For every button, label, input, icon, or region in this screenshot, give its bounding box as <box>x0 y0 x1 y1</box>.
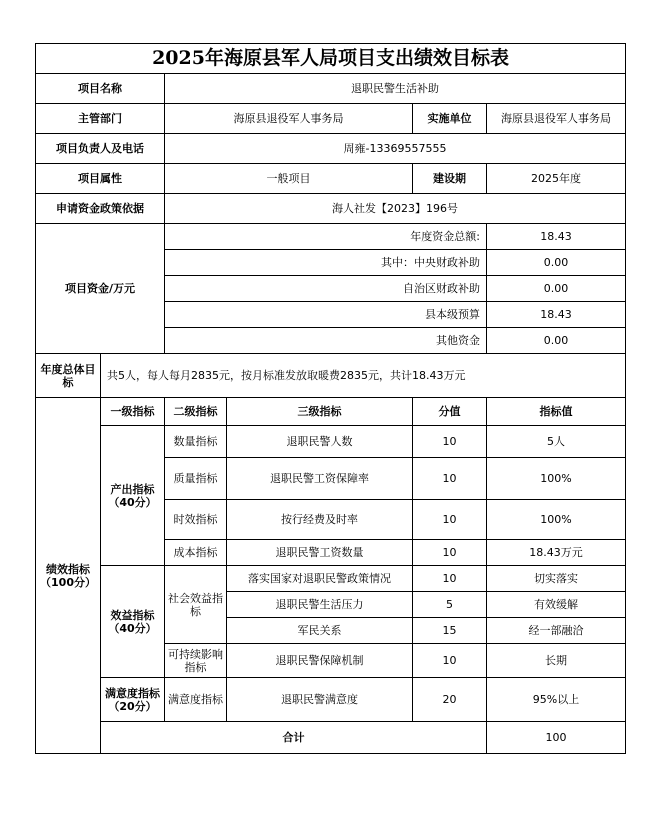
indicator-score: 10 <box>413 644 487 678</box>
indicator-value: 100% <box>487 458 626 500</box>
project-name-label: 项目名称 <box>36 74 165 104</box>
header-score: 分值 <box>413 398 487 426</box>
l3-indicator: 退职民警满意度 <box>227 678 413 722</box>
dept-label: 主管部门 <box>36 104 165 134</box>
indicator-value: 95%以上 <box>487 678 626 722</box>
funds-row-label: 县本级预算 <box>165 302 487 328</box>
l3-indicator: 退职民警人数 <box>227 426 413 458</box>
indicator-score: 10 <box>413 566 487 592</box>
funds-row-value: 0.00 <box>487 250 626 276</box>
page-title: 2025年海原县军人局项目支出绩效目标表 <box>36 44 626 74</box>
attr-label: 项目属性 <box>36 164 165 194</box>
performance-target-table <box>35 43 626 754</box>
header-l1: 一级指标 <box>101 398 165 426</box>
period-value: 2025年度 <box>487 164 626 194</box>
funds-row-value: 0.00 <box>487 276 626 302</box>
l3-indicator: 退职民警工资保障率 <box>227 458 413 500</box>
l3-indicator: 退职民警保障机制 <box>227 644 413 678</box>
funds-row-label: 其他资金 <box>165 328 487 354</box>
l2-indicator: 时效指标 <box>165 500 227 540</box>
output-indicator-label: 产出指标（40分） <box>101 426 165 566</box>
indicator-score: 15 <box>413 618 487 644</box>
indicator-score: 5 <box>413 592 487 618</box>
indicator-value: 18.43万元 <box>487 540 626 566</box>
owner-value: 周雍-13369557555 <box>165 134 626 164</box>
policy-label: 申请资金政策依据 <box>36 194 165 224</box>
perf-label: 绩效指标（100分） <box>36 398 101 754</box>
l3-indicator: 退职民警工资数量 <box>227 540 413 566</box>
total-label: 合计 <box>101 722 487 754</box>
funds-row-label: 自治区财政补助 <box>165 276 487 302</box>
l3-indicator: 军民关系 <box>227 618 413 644</box>
policy-value: 海人社发【2023】196号 <box>165 194 626 224</box>
l2-indicator: 质量指标 <box>165 458 227 500</box>
funds-label: 项目资金/万元 <box>36 224 165 354</box>
period-label: 建设期 <box>413 164 487 194</box>
indicator-value: 经一部融洽 <box>487 618 626 644</box>
l2-indicator: 满意度指标 <box>165 678 227 722</box>
impl-label: 实施单位 <box>413 104 487 134</box>
impl-value: 海原县退役军人事务局 <box>487 104 626 134</box>
satisfaction-indicator-label: 满意度指标（20分） <box>101 678 165 722</box>
l3-indicator: 按行经费及时率 <box>227 500 413 540</box>
l3-indicator: 落实国家对退职民警政策情况 <box>227 566 413 592</box>
funds-row-value: 18.43 <box>487 302 626 328</box>
dept-value: 海原县退役军人事务局 <box>165 104 413 134</box>
l2-indicator: 可持续影响指标 <box>165 644 227 678</box>
l2-indicator: 数量指标 <box>165 426 227 458</box>
indicator-score: 10 <box>413 500 487 540</box>
owner-label: 项目负责人及电话 <box>36 134 165 164</box>
indicator-value: 切实落实 <box>487 566 626 592</box>
indicator-score: 10 <box>413 458 487 500</box>
indicator-score: 20 <box>413 678 487 722</box>
funds-row-label: 年度资金总额: <box>165 224 487 250</box>
indicator-value: 100% <box>487 500 626 540</box>
goal-text: 共5人，每人每月2835元，按月标准发放取暖费2835元，共计18.43万元 <box>101 354 626 398</box>
l3-indicator: 退职民警生活压力 <box>227 592 413 618</box>
l2-indicator: 社会效益指标 <box>165 566 227 644</box>
attr-value: 一般项目 <box>165 164 413 194</box>
funds-row-value: 0.00 <box>487 328 626 354</box>
header-l2: 二级指标 <box>165 398 227 426</box>
l2-indicator: 成本指标 <box>165 540 227 566</box>
indicator-score: 10 <box>413 540 487 566</box>
funds-row-value: 18.43 <box>487 224 626 250</box>
indicator-value: 有效缓解 <box>487 592 626 618</box>
header-l3: 三级指标 <box>227 398 413 426</box>
total-score: 100 <box>487 722 626 754</box>
indicator-value: 长期 <box>487 644 626 678</box>
indicator-score: 10 <box>413 426 487 458</box>
goal-label: 年度总体目标 <box>36 354 101 398</box>
funds-row-label: 其中：中央财政补助 <box>165 250 487 276</box>
indicator-value: 5人 <box>487 426 626 458</box>
project-name: 退职民警生活补助 <box>165 74 626 104</box>
header-value: 指标值 <box>487 398 626 426</box>
benefit-indicator-label: 效益指标（40分） <box>101 566 165 678</box>
